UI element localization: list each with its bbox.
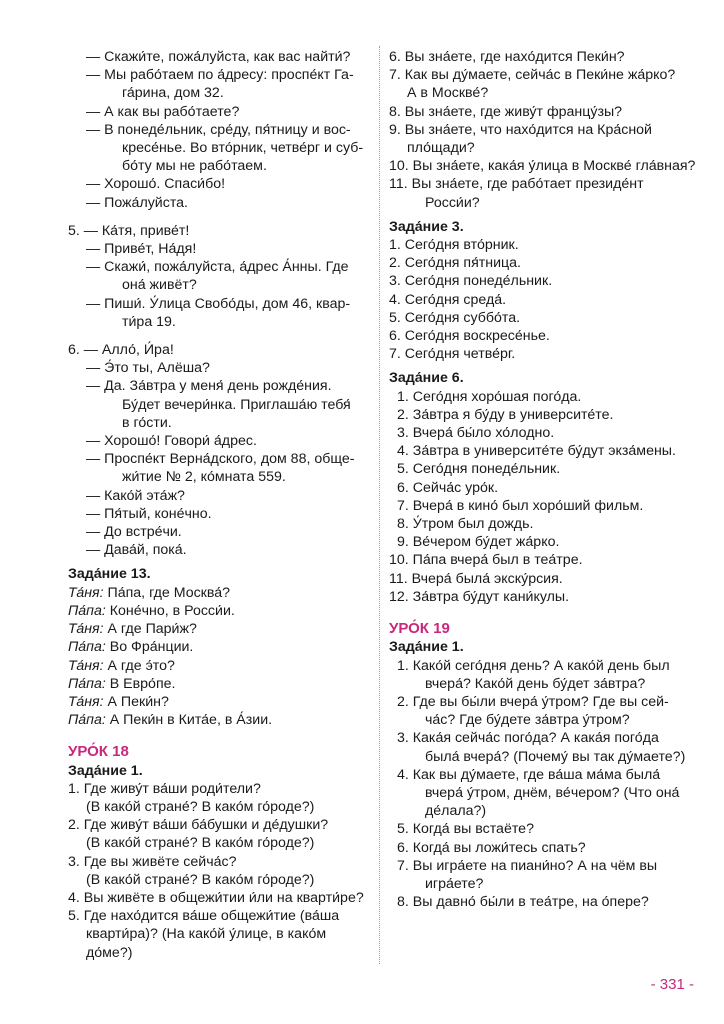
text-line: 3. Вчера́ бы́ло хо́лодно. — [397, 425, 555, 442]
text-line: 7. Вы игра́ете на пиани́но? А на чём вы — [397, 857, 658, 874]
dialog-line — [68, 693, 368, 711]
text-line: 7. Как вы ду́маете, сейча́с в Пеки́не жа́рко? — [389, 67, 676, 84]
right-column — [389, 48, 699, 911]
text-line: 7. Сего́дня четве́рг. — [389, 346, 516, 363]
text-line: — Хорошо́. Спаси́бо! — [86, 176, 226, 193]
lesson-19-task-1-heading: Зада́ние 1. — [389, 639, 464, 656]
speaker-label: Та́ня: — [68, 693, 104, 710]
speaker-label: Па́па: — [68, 639, 106, 656]
lesson-19-heading: УРО́К 19 — [389, 620, 450, 638]
text-line: вчера́ у́тром, днём, ве́чером? (Что она́ — [425, 784, 680, 801]
text-line: кресе́нье. Во вто́рник, четве́рг и суб- — [122, 140, 364, 157]
text-line: 8. Вы зна́ете, где живу́т францу́зы? — [389, 103, 623, 120]
text-line: 1. Где живу́т ва́ши роди́тели? — [68, 780, 261, 797]
text-line: — Да. За́втра у меня́ день рожде́ния. — [86, 378, 332, 395]
text-line: — Пожа́луйста. — [86, 194, 189, 211]
text-line: — Э́то ты, Алёша? — [86, 360, 210, 377]
speaker-label: Та́ня: — [68, 621, 104, 638]
speaker-label: Па́па: — [68, 602, 106, 619]
text-line: 1. Сего́дня хоро́шая пого́да. — [397, 388, 582, 405]
text-line: 5. Сего́дня суббо́та. — [389, 309, 521, 326]
text-line: 6. Сего́дня воскресе́нье. — [389, 328, 550, 345]
text-line: 11. Вчера́ была́ экску́рсия. — [389, 570, 563, 587]
text-line: 5. Сего́дня понеде́льник. — [397, 461, 561, 478]
dialog-line — [68, 638, 368, 656]
text-line: 4. Сего́дня среда́. — [389, 291, 507, 308]
text-line: (В како́й стране́? В како́м го́роде?) — [86, 835, 315, 852]
text-line: 4. За́втра в университе́те бу́дут экза́мены. — [397, 443, 676, 460]
text-line: — До встре́чи. — [86, 524, 182, 541]
text-line: 5. Где нахо́дится ва́ше общежи́тие (ва́ша — [68, 908, 340, 925]
text-line: 5. Когда́ вы встаёте? — [397, 821, 534, 838]
dialog-line — [68, 620, 368, 638]
text-line: — Скажи́те, пожа́луйста, как вас найти́? — [86, 49, 351, 65]
text-line: до́ме?) — [86, 944, 133, 961]
text-line: 3. Кака́я сейча́с пого́да? А кака́я пого́да — [397, 730, 659, 747]
text-line: в го́сти. — [122, 414, 172, 431]
text-line: 5. — Ка́тя, приве́т! — [68, 222, 190, 239]
text-line: — В понеде́льник, сре́ду, пя́тницу и вос- — [86, 121, 351, 138]
text-line: 3. Где вы живёте сейча́с? — [68, 853, 237, 870]
text-line: 6. — Алло́, И́ра! — [68, 342, 174, 359]
text-line: 11. Вы зна́ете, где рабо́тает президе́нт — [389, 176, 644, 193]
text-line: 2. За́втра я бу́ду в университе́те. — [397, 406, 614, 423]
text-line: 6. Когда́ вы ложи́тесь спать? — [397, 839, 586, 856]
text-line: га́рина, дом 32. — [122, 85, 224, 102]
dialog-line — [68, 711, 368, 729]
speaker-label: Па́па: — [68, 712, 106, 729]
task-6-heading: Зада́ние 6. — [389, 370, 464, 387]
speaker-label: Та́ня: — [68, 657, 104, 674]
text-line: 9. Вы зна́ете, что нахо́дится на Кра́сной — [389, 121, 652, 138]
text-line: она́ живёт? — [122, 277, 197, 294]
text-line: 2. Где вы бы́ли вчера́ у́тром? Где вы сей- — [397, 693, 669, 710]
text-line: кварти́ра)? (На како́й у́лице, в како́м — [86, 926, 327, 943]
text-line: 12. За́втра бу́дут кани́кулы. — [389, 588, 570, 605]
text-line: 2. Сего́дня пя́тница. — [389, 255, 521, 272]
text-line: жи́тие № 2, ко́мната 559. — [122, 469, 286, 486]
dialog-text: Коне́чно, в Росси́и. — [105, 602, 235, 619]
speaker-label: Та́ня: — [68, 584, 104, 601]
text-line: — Дава́й, пока́. — [86, 542, 187, 559]
text-line: 10. Вы зна́ете, кака́я у́лица в Москве́ гла́вная? — [389, 158, 696, 175]
dialog-text: Во Фра́нции. — [105, 639, 194, 656]
text-line: 8. Вы давно́ бы́ли в теа́тре, на о́пере? — [397, 894, 649, 911]
text-line: — Проспе́кт Верна́дского, дом 88, обще- — [86, 451, 355, 468]
text-line: Росси́и? — [425, 194, 480, 211]
text-line: — Скажи́, пожа́луйста, а́дрес А́нны. Где — [86, 259, 349, 276]
text-line: 6. Вы зна́ете, где нахо́дится Пеки́н? — [389, 49, 625, 65]
text-line: пло́щади? — [407, 140, 475, 157]
task-3-heading: Зада́ние 3. — [389, 218, 464, 235]
left-column — [68, 48, 368, 962]
text-line: — Хорошо́! Говори́ а́дрес. — [86, 433, 257, 450]
text-line: (В како́й стране́? В како́м го́роде?) — [86, 871, 315, 888]
text-line: 1. Сего́дня вто́рник. — [389, 237, 519, 254]
text-line: вчера́? Како́й день бу́дет за́втра? — [425, 675, 646, 692]
text-line: 7. Вчера́ в кино́ был хоро́ший фильм. — [397, 497, 644, 514]
text-line: — Како́й эта́ж? — [86, 487, 185, 504]
text-line: 2. Где живу́т ва́ши ба́бушки и де́душки? — [68, 817, 329, 834]
text-line: 9. Ве́чером бу́дет жа́рко. — [397, 534, 560, 551]
text-line: — Пя́тый, коне́чно. — [86, 505, 212, 522]
text-line: Бу́дет вечери́нка. Приглаша́ю тебя́ — [122, 396, 351, 413]
text-line: ти́ра 19. — [122, 313, 176, 330]
text-line: 6. Сейча́с уро́к. — [397, 479, 499, 496]
dialog-text: Па́па, где Москва́? — [103, 584, 231, 601]
text-line: 3. Сего́дня понеде́льник. — [389, 273, 553, 290]
text-line: бо́ту мы не рабо́таем. — [122, 158, 267, 175]
text-line: ча́с? Где бу́дете за́втра у́тром? — [425, 712, 630, 729]
text-line: — А как вы рабо́таете? — [86, 103, 240, 120]
text-line: (В како́й стране́? В како́м го́роде?) — [86, 798, 315, 815]
text-line: — Мы рабо́таем по а́дресу: проспе́кт Га- — [86, 67, 354, 84]
task-13-heading: Зада́ние 13. — [68, 566, 151, 583]
text-line: А в Москве́? — [407, 85, 489, 102]
page-number: - 331 - — [650, 976, 694, 993]
text-line: — Приве́т, На́дя! — [86, 241, 197, 258]
dialog-text: А Пеки́н? — [103, 693, 169, 710]
lesson-18-task-1-heading: Зада́ние 1. — [68, 762, 143, 779]
dialog-text: А где э́то? — [103, 657, 175, 674]
text-line: — Пиши́. У́лица Свобо́ды, дом 46, квар- — [86, 295, 351, 312]
dialog-text: В Евро́пе. — [105, 675, 176, 692]
lesson-18-heading: УРО́К 18 — [68, 743, 129, 761]
text-line: была́ вчера́? (Почему́ вы так ду́маете?) — [425, 748, 686, 765]
speaker-label: Па́па: — [68, 675, 106, 692]
dialog-line — [68, 602, 368, 620]
dialog-line — [68, 657, 368, 675]
dialog-line — [68, 584, 368, 602]
dialog-text: А где Пари́ж? — [103, 621, 197, 638]
text-line: 4. Как вы ду́маете, где ва́ша ма́ма была́ — [397, 766, 661, 783]
dialog-line — [68, 675, 368, 693]
text-line: де́лала?) — [425, 803, 487, 820]
text-line: 10. Па́па вчера́ был в теа́тре. — [389, 552, 583, 569]
text-line: 1. Како́й сего́дня день? А како́й день был — [397, 657, 670, 674]
text-line: 4. Вы живёте в общежи́тии и́ли на кварти́ре? — [68, 889, 364, 906]
text-line: игра́ете? — [425, 875, 484, 892]
dialog-text: А Пеки́н в Кита́е, в А́зии. — [105, 712, 273, 729]
column-divider — [379, 46, 380, 964]
text-line: 8. У́тром был дождь. — [397, 516, 534, 533]
